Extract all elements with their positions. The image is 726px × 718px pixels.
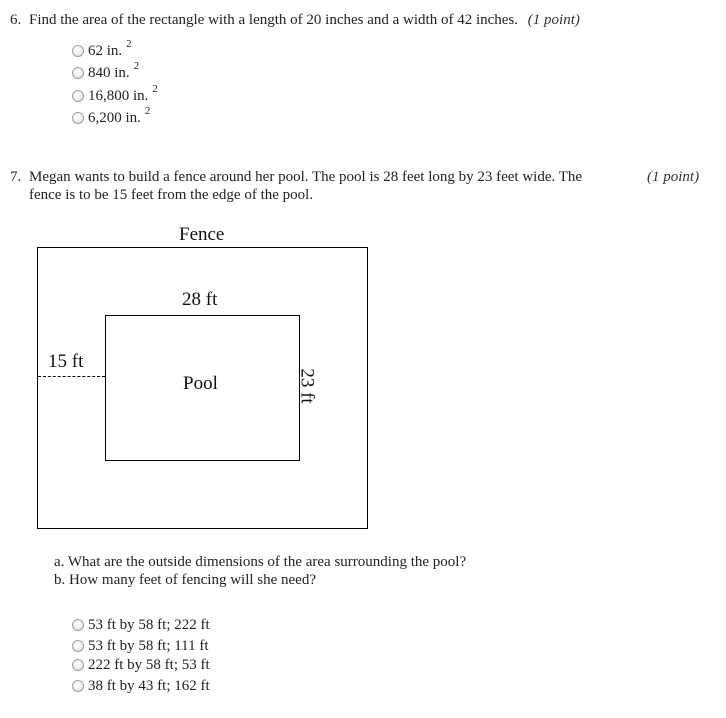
q7-option-2-label: 53 ft by 58 ft; 111 ft: [88, 637, 209, 654]
radio-button[interactable]: [72, 619, 84, 631]
radio-button[interactable]: [72, 67, 84, 79]
fence-label: Fence: [179, 224, 225, 245]
pool-width-label: 23 ft: [296, 368, 318, 404]
radio-button[interactable]: [72, 45, 84, 57]
radio-button[interactable]: [72, 680, 84, 692]
q6-option-2-label: 840 in. $^2$: [88, 59, 140, 81]
distance-label: 15 ft: [48, 351, 84, 372]
q7-option-1-label: 53 ft by 58 ft; 222 ft: [88, 616, 210, 633]
radio-button[interactable]: [72, 90, 84, 102]
pool-length-label: 28 ft: [182, 289, 218, 310]
q6-text: Find the area of the rectangle with a length of 20 inches and a width of 42 inches.: [29, 12, 519, 28]
q6-number: 6.: [10, 12, 22, 28]
q6-option-3-label: 16,800 in. $^2$: [88, 82, 158, 104]
q6-option-4-label: 6,200 in. $^2$: [88, 104, 151, 126]
radio-button[interactable]: [72, 112, 84, 124]
q7-option-4-label: 38 ft by 43 ft; 162 ft: [88, 677, 210, 694]
q7-sub-b: b. How many feet of fencing will she need?: [54, 572, 316, 588]
q7-option-4[interactable]: [72, 676, 210, 696]
pool-label: Pool: [183, 373, 218, 394]
q6-question-text: [29, 12, 580, 29]
distance-dashed-line: [38, 376, 105, 377]
q7-text-line1: Megan wants to build a fence around her pool. The pool is 28 feet long by 23 feet wide. The: [29, 169, 583, 185]
q7-points: (1 point): [647, 169, 700, 185]
q7-option-3[interactable]: [72, 655, 210, 675]
radio-button[interactable]: [72, 640, 84, 652]
q7-option-2[interactable]: [72, 636, 209, 656]
q6-option-2[interactable]: [72, 59, 140, 83]
q7-option-1[interactable]: [72, 615, 210, 635]
q6-option-1-label: 62 in. $^2$: [88, 37, 132, 59]
q7-text-line2: fence is to be 15 feet from the edge of the pool.: [29, 187, 314, 203]
q6-option-4[interactable]: [72, 104, 151, 128]
q6-option-3[interactable]: [72, 82, 158, 106]
q6-points: (1 point): [527, 12, 580, 28]
q7-sub-a: a. What are the outside dimensions of the area surrounding the pool?: [54, 554, 467, 570]
radio-button[interactable]: [72, 659, 84, 671]
q7-number: 7.: [10, 169, 22, 185]
q7-option-3-label: 222 ft by 58 ft; 53 ft: [88, 656, 210, 673]
q6-option-1[interactable]: [72, 37, 132, 61]
